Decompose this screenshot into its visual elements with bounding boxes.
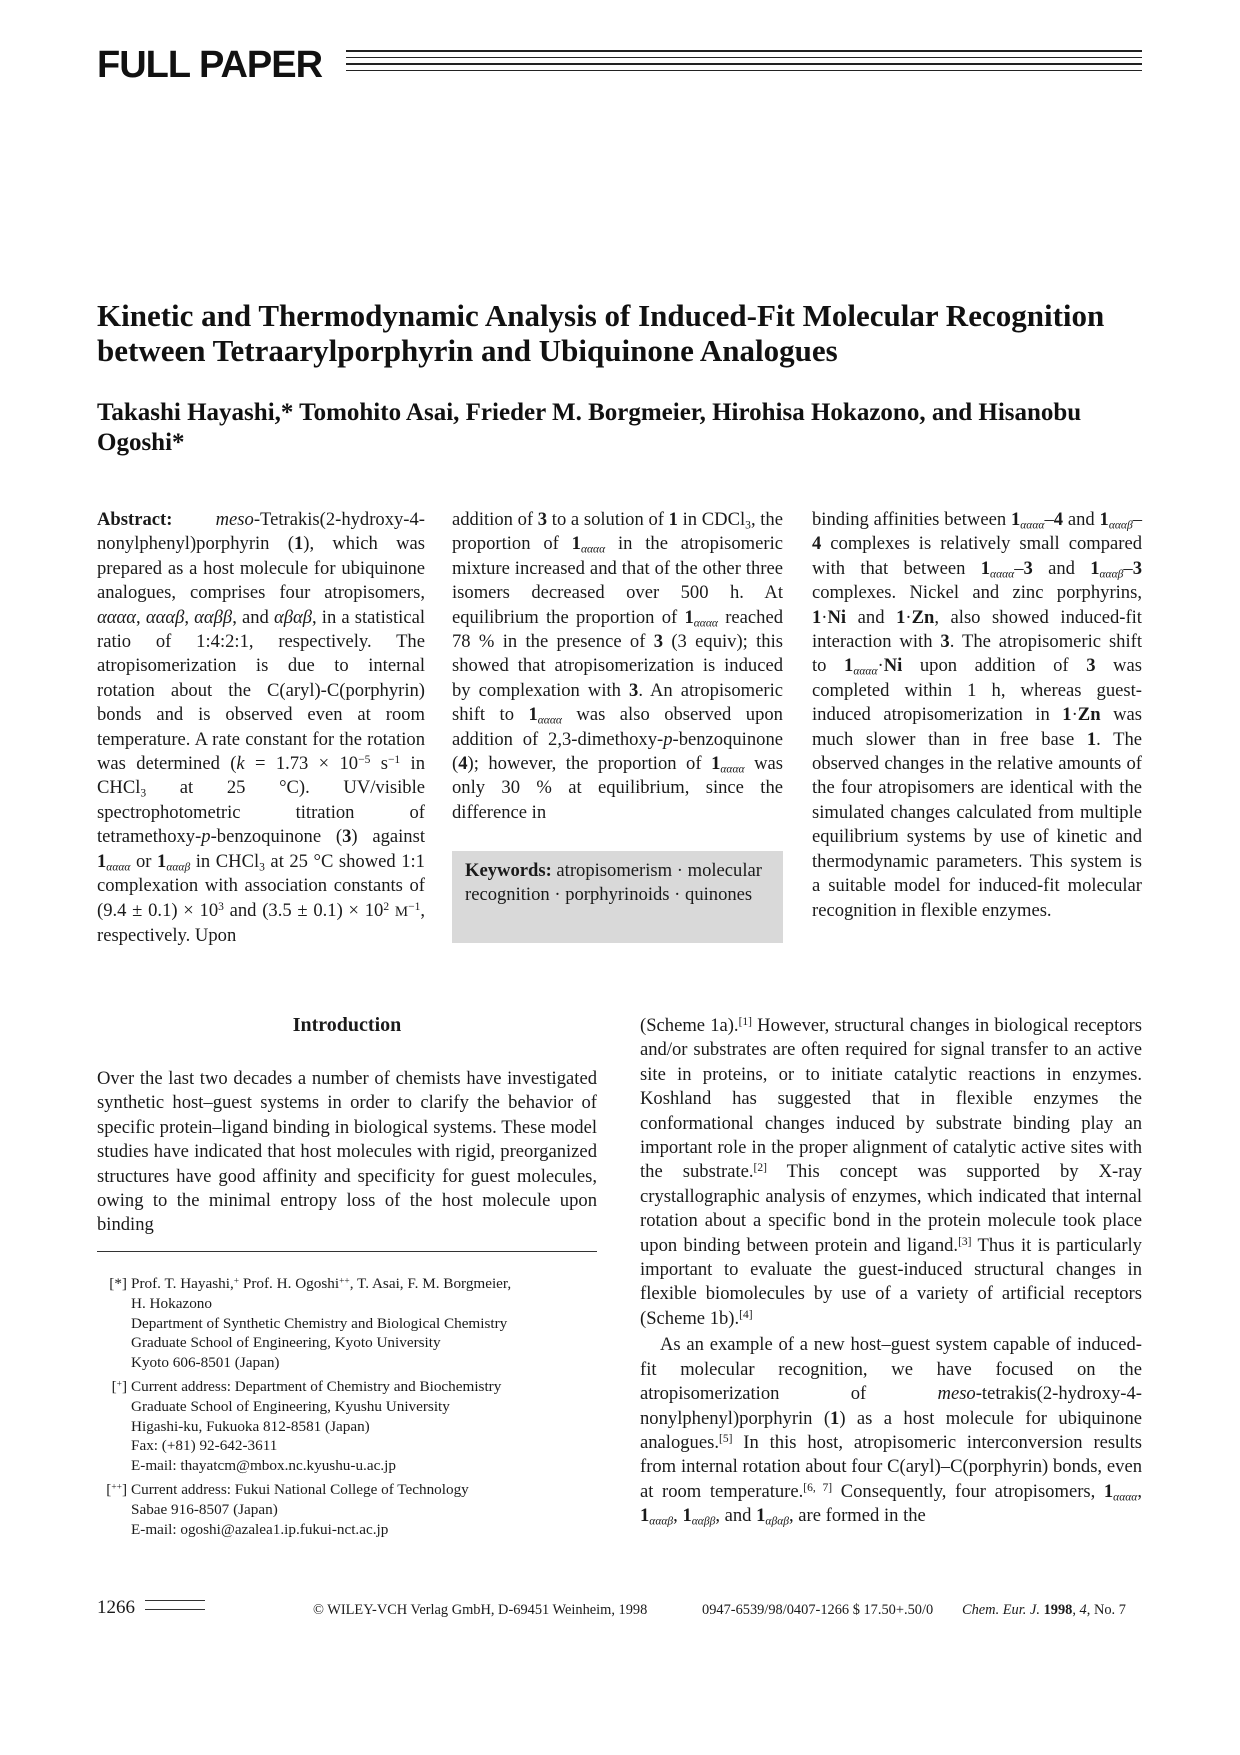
body-column-2 — [640, 1014, 1142, 1529]
keywords-label: Keywords: — [465, 860, 552, 881]
keyword: porphyrinoids — [565, 884, 670, 906]
footnote-line: E-mail: ogoshi@azalea1.ip.fukui-nct.ac.jp — [131, 1520, 389, 1538]
footnote-line: Department of Synthetic Chemistry and Biological Chemistry — [131, 1314, 508, 1332]
article-title: Kinetic and Thermodynamic Analysis of Induced-Fit Molecular Recognition between Tetraarylporphyrin and Ubiquinone Analogues — [97, 298, 1105, 368]
keyword: molecular recognition — [465, 860, 762, 906]
footnote-line: Fax: (+81) 92-642-3611 — [131, 1437, 278, 1455]
intro-paragraph: (Scheme 1a).[1] However, structural changes in biological receptors and/or substrates are often required for signal transfer to an active site in proteins, or to initiate catalytic reactions in enzymes. Koshland has suggested that in flexible enzymes the conformational changes induced by substrate binding play an important role in the proper alignment of catalytic active sites with the substrate.[2] This concept was supported by X-ray crystallographic analysis of enzymes, which indicated that internal rotation about a specific bond in the protein molecule took place upon binding between protein and ligand.[3] Thus it is particularly important to evaluate the guest-induced structural changes in flexible biomolecules by use of a variety of artificial receptors (Scheme 1b).[4] — [640, 1015, 1142, 1329]
author-list: Takashi Hayashi,* Tomohito Asai, Frieder M. Borgmeier, Hirohisa Hokazono, and Hisanobu Ogoshi* — [97, 399, 1082, 456]
footnote-line: Kyoto 606-8501 (Japan) — [131, 1354, 280, 1372]
footnote — [97, 1480, 597, 1539]
footnote-line: Prof. T. Hayashi,+ Prof. H. Ogoshi++, T. Asai, F. M. Borgmeier, — [131, 1275, 512, 1292]
footnote-divider — [97, 1251, 597, 1252]
footnote — [97, 1274, 597, 1373]
footnotes — [97, 1274, 597, 1543]
page-number-rules — [145, 1600, 205, 1618]
journal-citation: Chem. Eur. J. 1998, 4, No. 7 — [962, 1602, 1126, 1618]
footnote-line: Current address: Department of Chemistry and Biochemistry — [131, 1377, 502, 1395]
section-label: FULL PAPER — [97, 44, 323, 86]
footnote-line: Current address: Fukui National College of Technology — [131, 1480, 469, 1498]
footnote — [97, 1377, 597, 1476]
header-rules — [346, 50, 1142, 76]
abstract-column-2: addition of 3 to a solution of 1 in CDCl$_3$, the proportion of $1_{\alpha\alpha\alpha\alpha}$ in the atropisomeric mixture increased and that of the other three isomers decreased over 500 h. At equilibrium the proportion of $1_{\alpha\alpha\alpha\alpha}$ reached 78 % in the presence of 3 (3 equiv); this showed that atropisomerization is induced by complexation with 3. An atropisomeric shift to $1_{\alpha\alpha\alpha\alpha}$ was also observed upon addition of 2,3-dimethoxy-p-benzoquinone (4); however, the proportion of $1_{\alpha\alpha\alpha\alpha}$ was only 30 % at equilibrium, since the difference in — [452, 509, 783, 823]
keyword: quinones — [685, 884, 753, 906]
footnote-line: Graduate School of Engineering, Kyushu University — [131, 1397, 450, 1415]
intro-paragraph: Over the last two decades a number of chemists have investigated synthetic host–guest systems in order to clarify the behavior of specific protein–ligand binding in biological systems. These model studies have indicated that host molecules with rigid, preorganized structures have good affinity and specificity for guest molecules, owing to the minimal entropy loss of the host molecule upon binding — [97, 1068, 597, 1236]
section-heading: Introduction — [292, 1014, 402, 1036]
footnote-line: Higashi-ku, Fukuoka 812-8581 (Japan) — [131, 1417, 370, 1435]
page-number: 1266 — [97, 1597, 135, 1618]
keywords-box: Keywords: atropisomerism · molecular recognition · porphyrinoids · quinones — [452, 851, 783, 943]
footnote-line: Sabae 916-8507 (Japan) — [131, 1500, 278, 1518]
abstract-label: Abstract: — [97, 509, 173, 530]
article-code: 0947-6539/98/0407-1266 $ 17.50+.50/0 — [702, 1602, 934, 1618]
footnote-line: E-mail: thayatcm@mbox.nc.kyushu-u.ac.jp — [131, 1457, 396, 1475]
copyright-notice: © WILEY-VCH Verlag GmbH, D-69451 Weinheim, 1998 — [313, 1602, 648, 1618]
footnote-line: H. Hokazono — [131, 1294, 212, 1312]
body-column-1 — [97, 1067, 597, 1238]
abstract-column-3: binding affinities between $1_{\alpha\alpha\alpha\alpha}-4$ and $1_{\alpha\alpha\alpha\beta}-4$ complexes is relatively small compared with that between $1_{\alpha\alpha\alpha\alpha}-3$ and $1_{\alpha\alpha\alpha\beta}-3$ complexes. Nickel and zinc porphyrins, 1·Ni and 1·Zn, also showed induced-fit interaction with 3. The atropisomeric shift to $1_{\alpha\alpha\alpha\alpha}\cdot Ni$ upon addition of 3 was completed within 1 h, whereas guest-induced atropisomerization in 1·Zn was much slower than in free base 1. The observed changes in the relative amounts of the four atropisomers are identical with the simulated changes calculated from multiple equilibrium systems by use of kinetic and thermodynamic parameters. This system is a suitable model for induced-fit molecular recognition in flexible enzymes. — [812, 509, 1143, 921]
keyword: atropisomerism — [556, 860, 673, 881]
footnote-mark: [++] — [106, 1480, 127, 1498]
footnote-mark: [+] — [111, 1377, 127, 1395]
footnote-mark: [*] — [109, 1275, 127, 1292]
intro-paragraph: As an example of a new host–guest system capable of induced-fit molecular recognition, we have focused on the atropisomerization of meso-tetrakis(2-hydroxy-4-nonylphenyl)porphyrin (1) as a host molecule for ubiquinone analogues.[5] In this host, atropisomeric interconversion results from internal rotation about four C(aryl)–C(porphyrin) bonds, even at room temperature.[6, 7] Consequently, four atropisomers, $1_{\alpha\alpha\alpha\alpha}$, $1_{\alpha\alpha\alpha\beta}$, $1_{\alpha\alpha\beta\beta}$, and $1_{\alpha\beta\alpha\beta}$, are formed in the — [640, 1334, 1142, 1528]
footnote-line: Graduate School of Engineering, Kyoto University — [131, 1334, 441, 1352]
abstract-column-1: Abstract: meso-Tetrakis(2-hydroxy-4-nonylphenyl)porphyrin (1), which was prepared as a host molecule for ubiquinone analogues, comprises four atropisomers, αααα, αααβ, ααββ, and αβαβ, in a statistical ratio of 1:4:2:1, respectively. The atropisomerization is due to internal rotation about the C(aryl)‑C(porphyrin) bonds and is observed even at room temperature. A rate constant for the rotation was determined ($k = 1.73 \times 10^{-5}$ $s^{-1}$ in CHCl$_3$ at 25 °C). UV/visible spectrophotometric titration of tetramethoxy-p-benzoquinone (3) against $1_{\alpha\alpha\alpha\alpha}$ or $1_{\alpha\alpha\alpha\beta}$ in CHCl$_3$ at 25 °C showed 1:1 complexation with association constants of $(9.4 \pm 0.1) \times 10^3$ and $(3.5 \pm 0.1) \times 10^2$ $M^{-1}$, respectively. Upon — [97, 509, 426, 946]
